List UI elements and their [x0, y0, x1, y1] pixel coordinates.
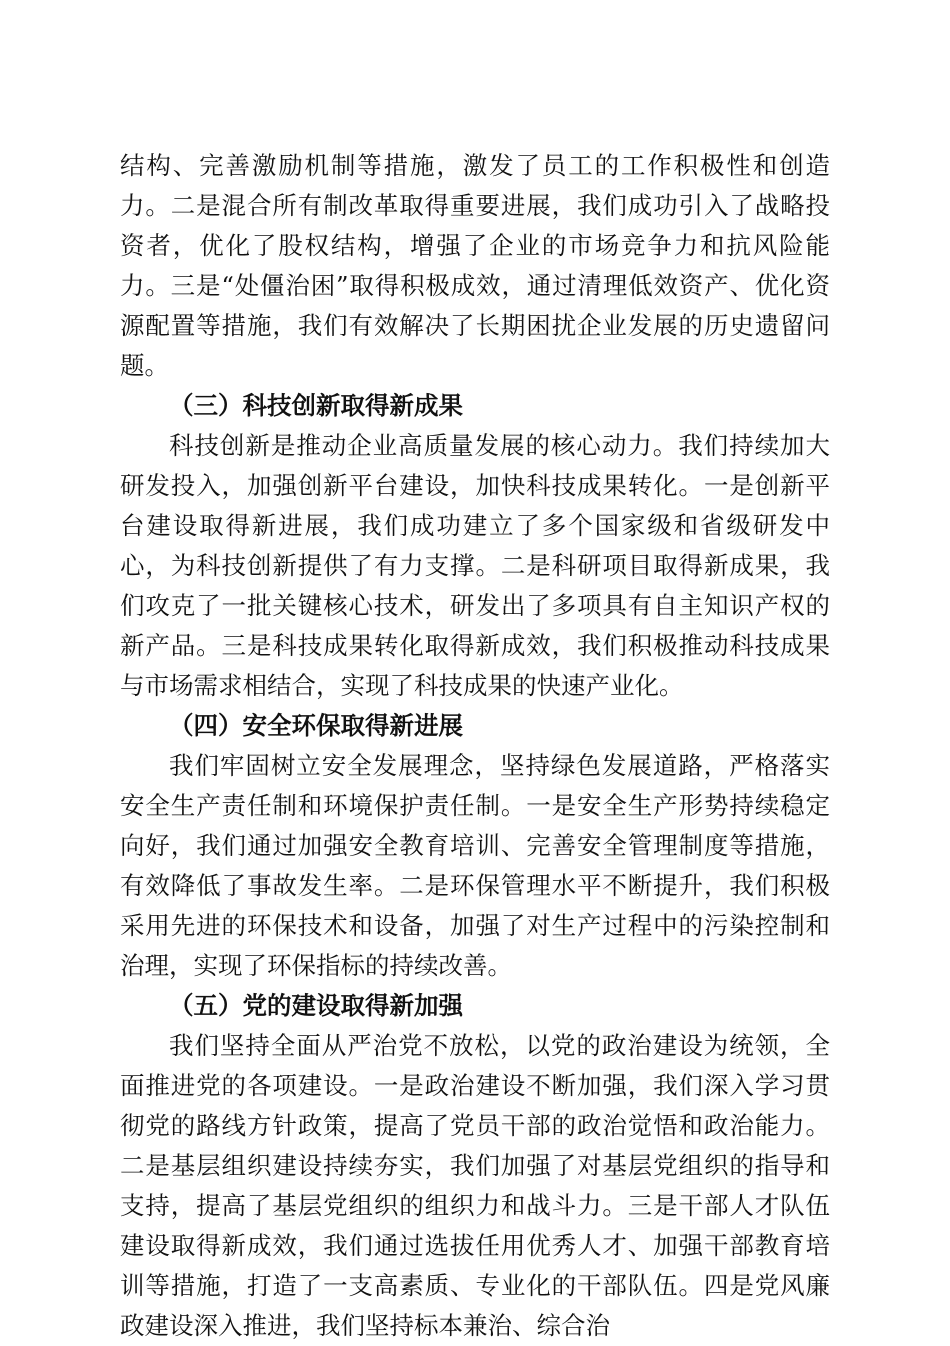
paragraph-safety-environment: 我们牢固树立安全发展理念，坚持绿色发展道路，严格落实安全生产责任制和环境保护责任制。一是安全生产形势持续稳定向好，我们通过加强安全教育培训、完善安全管理制度等措施，有效降低了事故发生率。二是环保管理水平不断提升，我们积极采用先进的环保技术和设备，加强了对生产过程中的污染控制和治理，实现了环保指标的持续改善。	[120, 751, 830, 980]
paragraph-tech-innovation: 科技创新是推动企业高质量发展的核心动力。我们持续加大研发投入，加强创新平台建设，加快科技成果转化。一是创新平台建设取得新进展，我们成功建立了多个国家级和省级研发中心，为科技创新提供了有力支撑。二是科研项目取得新成果，我们攻克了一批关键核心技术，研发出了多项具有自主知识产权的新产品。三是科技成果转化取得新成效，我们积极推动科技成果与市场需求相结合，实现了科技成果的快速产业化。	[120, 431, 830, 700]
paragraph-reform-continued: 结构、完善激励机制等措施，激发了员工的工作积极性和创造力。二是混合所有制改革取得重要进展，我们成功引入了战略投资者，优化了股权结构，增强了企业的市场竞争力和抗风险能力。三是“处僵治困”取得积极成效，通过清理低效资产、优化资源配置等措施，我们有效解决了长期困扰企业发展的历史遗留问题。	[120, 151, 830, 380]
section-heading-party-building: （五）党的建设取得新加强	[169, 991, 463, 1020]
document-body	[120, 146, 830, 1346]
section-heading-tech-innovation: （三）科技创新取得新成果	[169, 391, 463, 420]
paragraph-party-building: 我们坚持全面从严治党不放松，以党的政治建设为统领，全面推进党的各项建设。一是政治建设不断加强，我们深入学习贯彻党的路线方针政策，提高了党员干部的政治觉悟和政治能力。二是基层组织建设持续夯实，我们加强了对基层党组织的指导和支持，提高了基层党组织的组织力和战斗力。三是干部人才队伍建设取得新成效，我们通过选拔任用优秀人才、加强干部教育培训等措施，打造了一支高素质、专业化的干部队伍。四是党风廉政建设深入推进，我们坚持标本兼治、综合治	[120, 1031, 830, 1340]
section-heading-safety-environment: （四）安全环保取得新进展	[169, 711, 463, 740]
